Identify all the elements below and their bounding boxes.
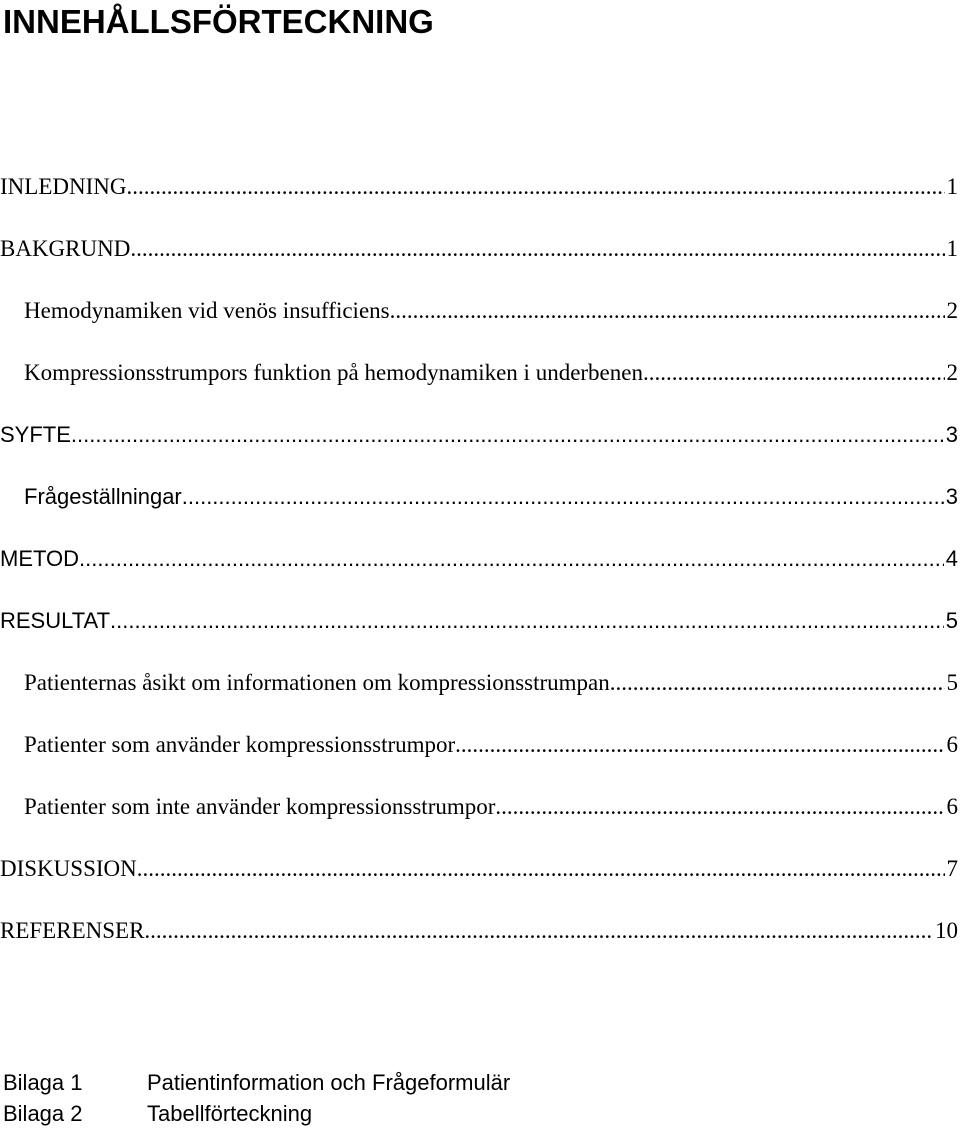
toc-entry-kompressionsstrumpors-funktion[interactable] [0,348,958,388]
toc-page-number: 5 [946,670,958,695]
toc-entry-hemodynamiken[interactable] [0,286,958,326]
toc-page-number: 5 [945,608,958,633]
toc-page-number: 3 [945,422,958,447]
toc-entry-label: Hemodynamiken vid venös insufficiens [24,298,390,323]
appendix-label: Bilaga 1 [3,1070,83,1095]
toc-page-number: 10 [935,918,958,943]
appendix-text: Patientinformation och Frågeformulär [147,1070,511,1095]
toc-entry-label: Frågeställningar [24,484,182,509]
toc-entry-label: Patienternas åsikt om informationen om kompressionsstrumpan [24,670,610,695]
toc-leader [182,482,944,512]
appendix-entry-1 [3,1068,510,1098]
toc-entry-patienternas-asikt[interactable] [0,658,958,698]
toc-entry-bakgrund[interactable] [0,224,958,264]
appendix-text: Tabellförteckning [147,1101,313,1126]
toc-leader [79,544,944,574]
toc-leader [390,296,945,326]
toc-page-number: 1 [946,174,958,199]
page-title: INNEHÅLLSFÖRTECKNING [3,3,434,40]
toc-page-number: 4 [945,546,958,571]
toc-entry-fragestallningar[interactable] [0,472,958,512]
toc-entry-syfte[interactable] [0,410,958,450]
toc-leader [144,916,933,946]
toc-entry-label: Kompressionsstrumpors funktion på hemodynamiken i underbenen [24,360,643,385]
toc-leader [110,606,944,636]
toc-page-number: 1 [946,236,958,261]
toc-entry-patienter-som-anvander[interactable] [0,720,958,760]
toc-leader [495,792,944,822]
appendix-entry-2 [3,1099,312,1129]
toc-entry-label: REFERENSER [0,918,145,943]
toc-leader [137,854,945,884]
toc-entry-label: RESULTAT [0,608,111,633]
toc-entry-label: Patienter som inte använder kompressionsstrumpor [24,794,496,819]
toc-entry-label: BAKGRUND [0,236,131,261]
toc-leader [126,172,944,202]
toc-entry-label: SYFTE [0,422,71,447]
appendix-label: Bilaga 2 [3,1101,83,1126]
toc-leader [643,358,945,388]
toc-entry-inledning[interactable] [0,162,958,202]
toc-entry-referenser[interactable] [0,906,958,946]
toc-leader [610,668,945,698]
toc-leader [455,730,944,760]
toc-page-number: 7 [946,856,958,881]
toc-entry-resultat[interactable] [0,596,958,636]
toc-entry-label: INLEDNING [0,174,127,199]
toc-entry-label: DISKUSSION [0,856,137,881]
toc-leader [130,234,944,264]
toc-page-number: 3 [945,484,958,509]
toc-leader [71,420,944,450]
toc-entry-label: Patienter som använder kompressionsstrumpor [24,732,456,757]
toc-entry-label: METOD [0,546,80,571]
toc-page-number: 6 [946,732,958,757]
toc-entry-diskussion[interactable] [0,844,958,884]
toc-page-number: 6 [946,794,958,819]
toc-entry-patienter-som-inte-anvander[interactable] [0,782,958,822]
toc-page-number: 2 [946,298,958,323]
toc-page-number: 2 [946,360,958,385]
toc-entry-metod[interactable] [0,534,958,574]
